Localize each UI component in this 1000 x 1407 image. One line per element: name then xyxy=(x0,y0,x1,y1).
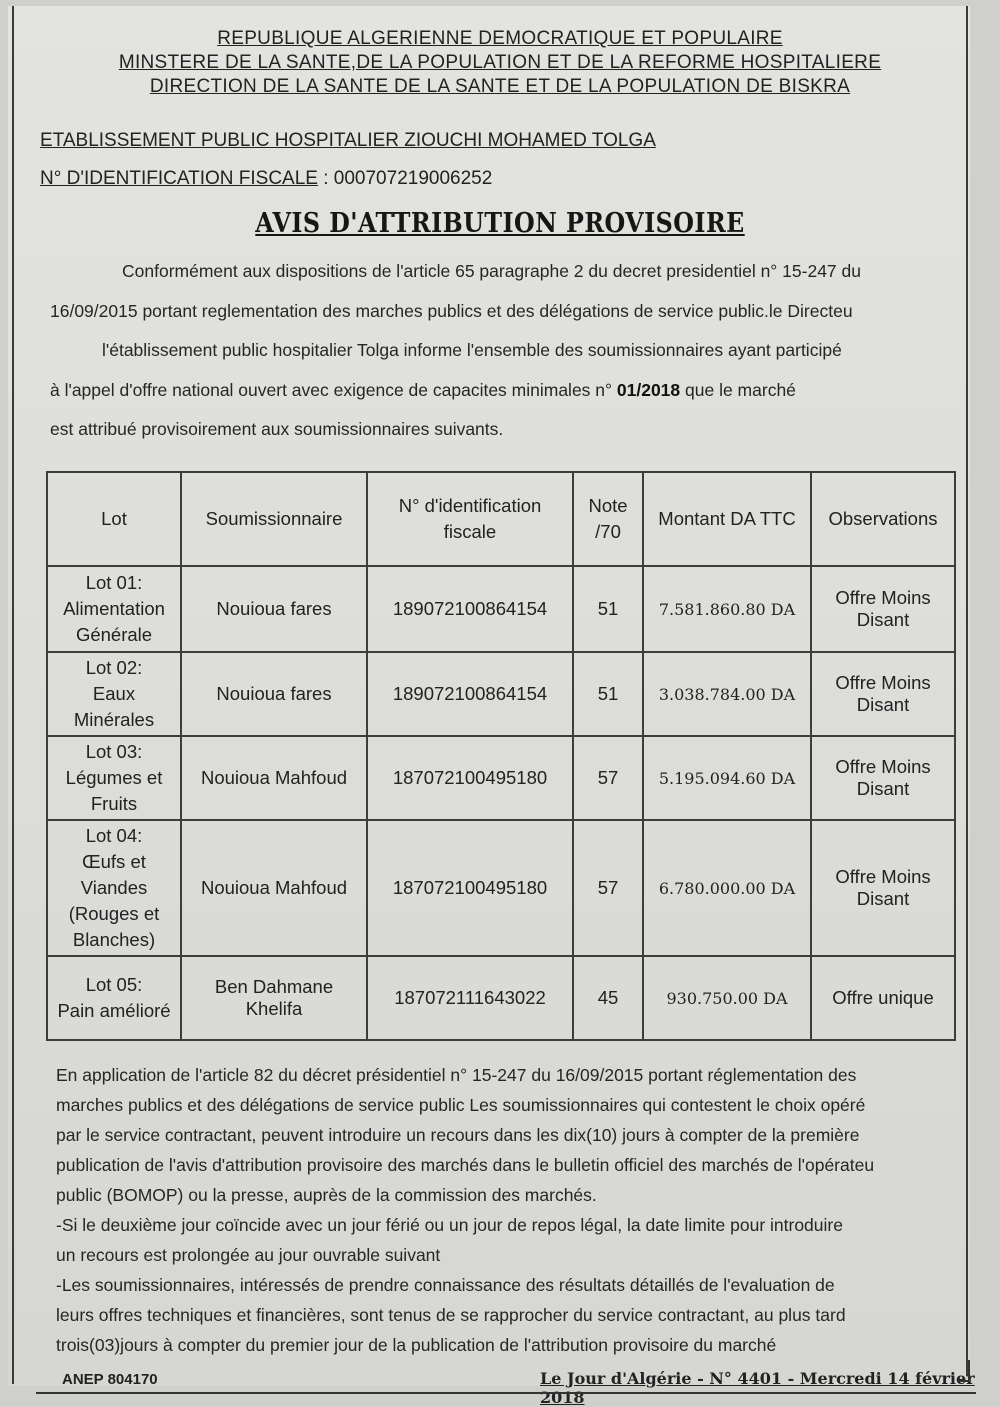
lot-description: Pain amélioré xyxy=(57,1000,171,1021)
observation-cell: Offre Moins Disant xyxy=(811,652,955,736)
fiscal-id-value: : 000707219006252 xyxy=(323,168,493,189)
frame-right-rule xyxy=(966,6,968,1376)
note-cell: 51 xyxy=(573,652,643,736)
frame-left-rule xyxy=(12,6,14,1384)
lot-cell xyxy=(47,820,181,956)
closing-line: trois(03)jours à compter du premier jour de la publication de l'attribution provisoire du marché xyxy=(56,1335,777,1355)
lot-number: Lot 01: xyxy=(85,572,143,593)
observation-cell: Offre Moins Disant xyxy=(811,820,955,956)
closing-line: un recours est prolongée au jour ouvrable suivant xyxy=(56,1245,441,1265)
fiscal-id-cell: 187072100495180 xyxy=(367,736,573,820)
intro-paragraph xyxy=(50,252,955,450)
col-header-observations: Observations xyxy=(811,472,955,566)
closing-line: par le service contractant, peuvent introduire un recours dans les dix(10) jours à compter de la première xyxy=(56,1125,860,1145)
lot-number: Lot 03: xyxy=(85,741,143,762)
bidder-cell: Nouioua Mahfoud xyxy=(181,820,367,956)
amount-cell: 930.750.00 DA xyxy=(643,956,811,1040)
amount-cell: 5.195.094.60 DA xyxy=(643,736,811,820)
note-cell: 45 xyxy=(573,956,643,1040)
lot-description: Alimentation Générale xyxy=(63,598,165,645)
closing-line: public (BOMOP) ou la presse, auprès de la commission des marchés. xyxy=(56,1185,597,1205)
amount-cell: 7.581.860.80 DA xyxy=(643,566,811,652)
corner-mark xyxy=(958,1360,970,1382)
col-header-amount: Montant DA TTC xyxy=(643,472,811,566)
header-ministry: MINSTERE DE LA SANTE,DE LA POPULATION ET DE LA REFORME HOSPITALIERE xyxy=(118,52,882,73)
bidder-cell: Nouioua fares xyxy=(181,652,367,736)
amount-cell: 6.780.000.00 DA xyxy=(643,820,811,956)
closing-line: En application de l'article 82 du décret présidentiel n° 15-247 du 16/09/2015 portant réglementation des xyxy=(56,1065,857,1085)
note-cell: 57 xyxy=(573,820,643,956)
observation-cell: Offre unique xyxy=(811,956,955,1040)
closing-line: leurs offres techniques et financières, sont tenus de se rapprocher du service contractant, au plus tard xyxy=(56,1305,846,1325)
lot-number: Lot 05: xyxy=(85,974,143,995)
fiscal-id-cell: 187072111643022 xyxy=(367,956,573,1040)
table-row xyxy=(47,566,955,652)
closing-line: -Les soumissionnaires, intéressés de prendre connaissance des résultats détaillés de l'evaluation de xyxy=(56,1275,835,1295)
newspaper-credit: Le Jour d'Algérie - N° 4401 - Mercredi 14 février 2018 xyxy=(540,1369,975,1407)
amount-cell: 3.038.784.00 DA xyxy=(643,652,811,736)
intro-line: 16/09/2015 portant reglementation des marches publics et des délégations de service public.le Directeu xyxy=(50,300,853,321)
closing-line: -Si le deuxième jour coïncide avec un jour férié ou un jour de repos légal, la date limite pour introduire xyxy=(56,1215,843,1235)
intro-text: à l'appel d'offre national ouvert avec exigence de capacites minimales n° xyxy=(50,379,617,400)
lot-description: Œufs et Viandes (Rouges et Blanches) xyxy=(68,851,160,950)
footer-rule xyxy=(36,1392,976,1394)
table-header-row xyxy=(47,472,955,566)
notice-title: AVIS D'ATTRIBUTION PROVISOIRE xyxy=(255,208,745,239)
table-row xyxy=(47,956,955,1040)
anep-reference: ANEP 804170 xyxy=(62,1371,158,1388)
fiscal-id-cell: 189072100864154 xyxy=(367,566,573,652)
intro-line: est attribué provisoirement aux soumissionnaires suivants. xyxy=(50,419,504,439)
col-header-lot: Lot xyxy=(47,472,181,566)
intro-line: l'établissement public hospitalier Tolga informe l'ensemble des soumissionnaires ayant participé xyxy=(102,340,842,360)
table-row xyxy=(47,736,955,820)
table-row xyxy=(47,652,955,736)
establishment-name: ETABLISSEMENT PUBLIC HOSPITALIER ZIOUCHI MOHAMED TOLGA xyxy=(40,130,656,151)
intro-line xyxy=(50,371,955,411)
closing-line: marches publics et des délégations de service public Les soumissionnaires qui contestent le choix opéré xyxy=(56,1095,866,1115)
lot-number: Lot 04: xyxy=(85,825,143,846)
note-cell: 51 xyxy=(573,566,643,652)
lot-description: Légumes et Fruits xyxy=(65,767,163,814)
observation-cell: Offre Moins Disant xyxy=(811,736,955,820)
fiscal-id-cell: 187072100495180 xyxy=(367,820,573,956)
fiscal-id-label: N° D'IDENTIFICATION FISCALE xyxy=(40,168,318,189)
intro-text: que le marché xyxy=(680,379,796,400)
lot-description: Eaux Minérales xyxy=(73,683,155,730)
note-cell: 57 xyxy=(573,736,643,820)
lot-number: Lot 02: xyxy=(85,657,143,678)
table-row xyxy=(47,820,955,956)
intro-line: Conformément aux dispositions de l'article 65 paragraphe 2 du decret presidentiel n° 15-247 du xyxy=(122,261,861,281)
col-header-bidder: Soumissionnaire xyxy=(181,472,367,566)
header-republic: REPUBLIQUE ALGERIENNE DEMOCRATIQUE ET POPULAIRE xyxy=(217,28,783,49)
attribution-table xyxy=(46,471,956,1041)
bidder-cell: Nouioua Mahfoud xyxy=(181,736,367,820)
closing-paragraph xyxy=(56,1060,966,1360)
bidder-cell: Ben Dahmane Khelifa xyxy=(181,956,367,1040)
tender-number: 01/2018 xyxy=(616,379,681,400)
lot-cell xyxy=(47,736,181,820)
bidder-cell: Nouioua fares xyxy=(181,566,367,652)
header-direction: DIRECTION DE LA SANTE DE LA SANTE ET DE LA POPULATION DE BISKRA xyxy=(149,76,851,97)
closing-line: publication de l'avis d'attribution provisoire des marchés dans le bulletin officiel des marchés de l'opérateu xyxy=(56,1155,875,1175)
fiscal-id-cell: 189072100864154 xyxy=(367,652,573,736)
observation-cell: Offre Moins Disant xyxy=(811,566,955,652)
fiscal-id-line xyxy=(40,168,492,190)
lot-cell xyxy=(47,652,181,736)
col-header-fiscal-id: N° d'identification fiscale xyxy=(367,472,573,566)
col-header-note: Note /70 xyxy=(573,472,643,566)
lot-cell xyxy=(47,956,181,1040)
lot-cell xyxy=(47,566,181,652)
